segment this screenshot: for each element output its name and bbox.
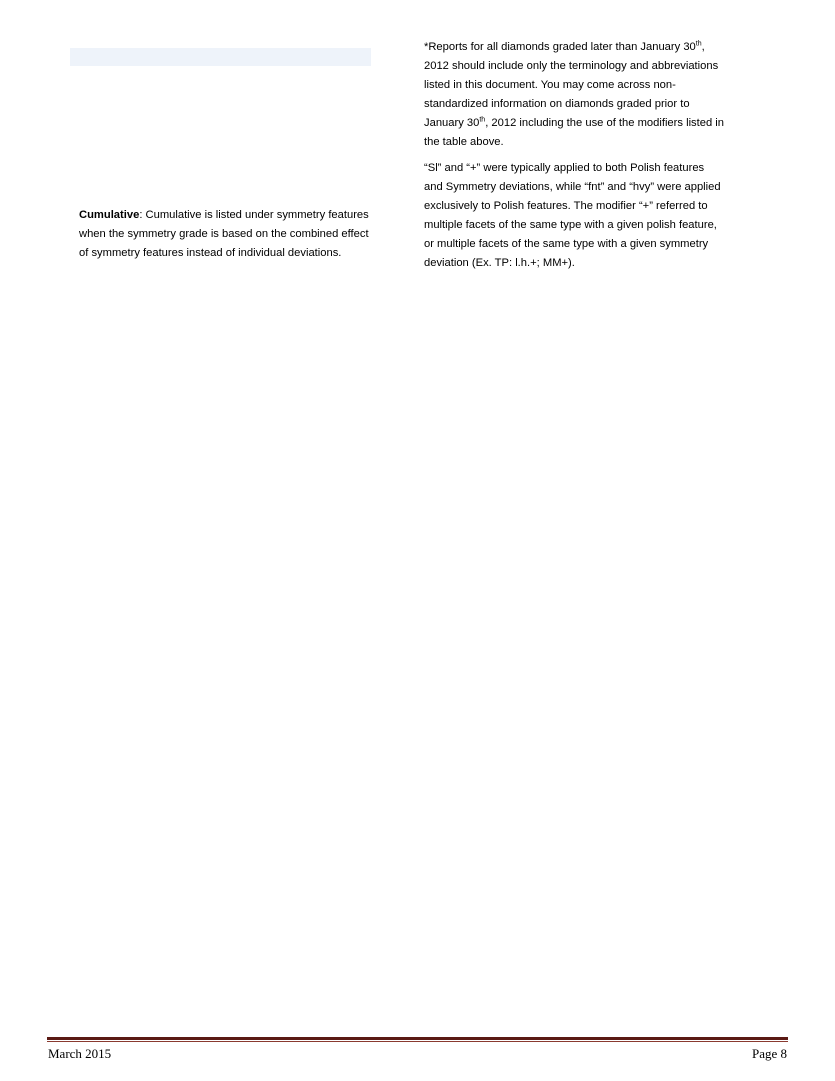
footer-page-number: Page 8 — [751, 1046, 787, 1061]
footer-rule — [47, 1037, 788, 1042]
reports-note-part2: , 2012 should include only the terminology and abbreviations listed in this document. You may come across non-standardized information on diamonds graded prior to January 30 — [424, 41, 719, 129]
reports-note-sup1: th — [695, 40, 702, 48]
definition-term: Cumulative — [79, 209, 140, 221]
footer-date: March 2015 — [48, 1046, 112, 1061]
reports-note — [424, 38, 724, 152]
reports-note-part1: *Reports for all diamonds graded later than January 30 — [424, 41, 696, 53]
notes-column — [424, 38, 724, 273]
modifiers-note: “Sl” and “+” were typically applied to both Polish features and Symmetry deviations, while “fnt” and “hvy” were applied exclusively to Polish features. The modifier “+” referred to multiple facets of the same type with a given polish feature, or multiple facets of the same type with a given symmetry deviation (Ex. TP: l.h.+; MM+). — [424, 162, 721, 269]
table-remnant-strip — [70, 48, 371, 66]
footer-rule-thin — [47, 1041, 788, 1042]
reports-note-sup2: th — [479, 116, 486, 124]
cumulative-definition — [79, 206, 369, 263]
reports-note-part3: , 2012 including the use of the modifiers listed in the table above. — [424, 117, 725, 148]
definition-text: : Cumulative is listed under symmetry features when the symmetry grade is based on the combined effect of symmetry features instead of individual deviations. — [79, 209, 369, 259]
